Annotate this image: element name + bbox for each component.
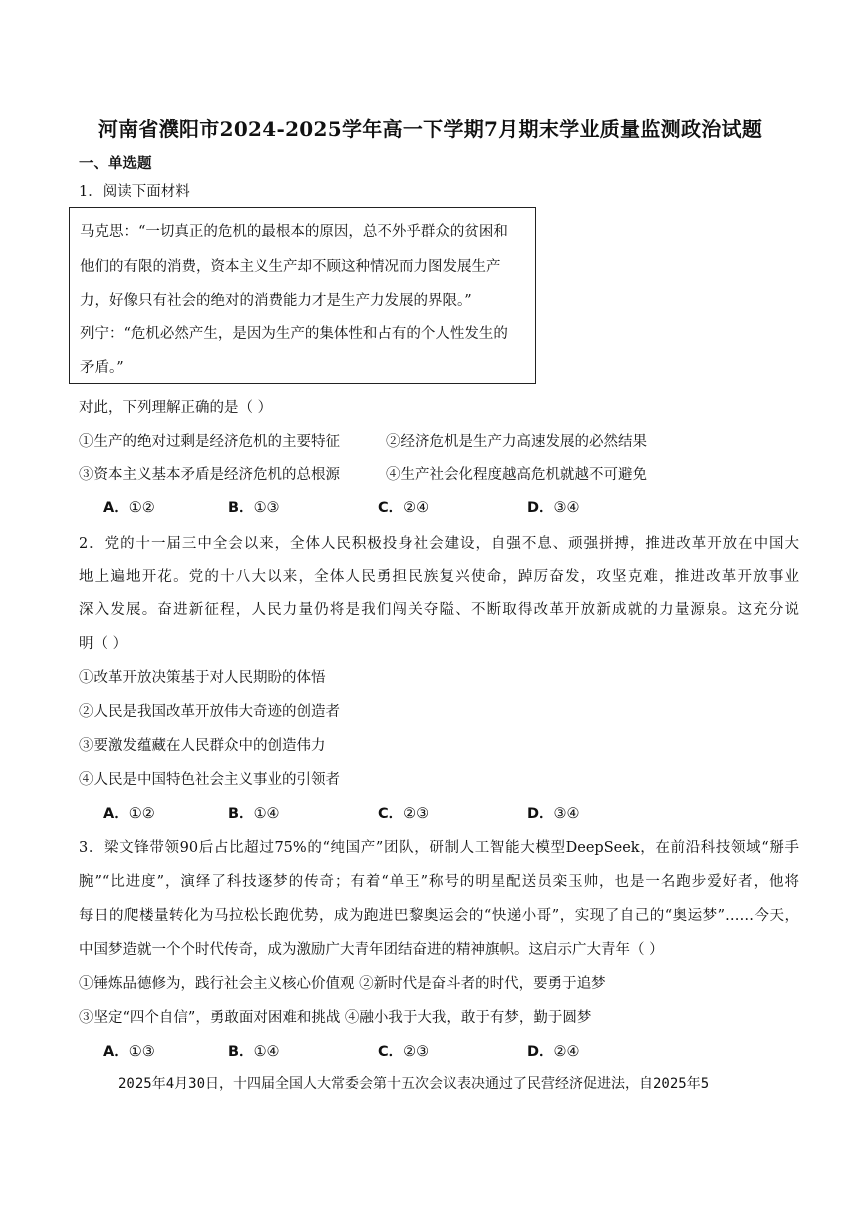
q4-intro-line: 2025年4月30日，十四届全国人大常委会第十五次会议表决通过了民营经济促进法，自2025年5 (118, 1076, 710, 1092)
q1-stem: 1．阅读下面材料 (79, 184, 190, 200)
q1-question: 对此，下列理解正确的是（ ） (79, 400, 273, 416)
section-heading: 一、单选题 (79, 155, 152, 172)
option-b[interactable]: B．①④ (228, 806, 280, 822)
option-a[interactable]: A．①② (103, 500, 155, 516)
option-a[interactable]: A．①③ (103, 1044, 155, 1060)
q2-statement-2: ②人民是我国改革开放伟大奇迹的创造者 (79, 704, 340, 720)
q1-statement-4: ④生产社会化程度越高危机就越不可避免 (386, 467, 647, 483)
option-c[interactable]: C．②③ (378, 1044, 430, 1060)
q3-stem-line: 中国梦造就一个个时代传奇，成为激励广大青年团结奋进的精神旗帜。这启示广大青年（ ） (79, 942, 664, 958)
q1-statement-2: ②经济危机是生产力高速发展的必然结果 (386, 434, 647, 450)
option-b[interactable]: B．①④ (228, 1044, 280, 1060)
q2-stem-line: 2．党的十一届三中全会以来，全体人民积极投身社会建设，自强不息、顽强拼搏，推进改革开放在中国大 (79, 536, 799, 552)
q3-stem-line: 腕”“比进度”，演绎了科技逐梦的传奇；有着“单王”称号的明星配送员栾玉帅，也是一名跑步爱好者，他将 (79, 874, 799, 890)
q2-stem-line: 地上遍地开花。党的十八大以来，全体人民勇担民族复兴使命，踔厉奋发，攻坚克难，推进改革开放事业 (79, 569, 799, 585)
q2-stem-line: 明（ ） (79, 636, 128, 652)
option-c[interactable]: C．②④ (378, 500, 430, 516)
q3-stem-line: 每日的爬楼量转化为马拉松长跑优势，成为跑进巴黎奥运会的“快递小哥”，实现了自己的“奥运梦”……今天， (79, 908, 799, 924)
option-c[interactable]: C．②③ (378, 806, 430, 822)
q1-material-line: 矛盾。” (80, 360, 124, 376)
option-d[interactable]: D．③④ (527, 500, 580, 516)
q2-statement-3: ③要激发蕴藏在人民群众中的创造伟力 (79, 738, 326, 754)
q3-statements-row: ③坚定“四个自信”，勇敢面对困难和挑战 ④融小我于大我，敢于有梦，勤于圆梦 (79, 1010, 592, 1026)
option-d[interactable]: D．②④ (527, 1044, 580, 1060)
option-a[interactable]: A．①② (103, 806, 155, 822)
q2-statement-1: ①改革开放决策基于对人民期盼的体悟 (79, 670, 326, 686)
q1-statement-1: ①生产的绝对过剩是经济危机的主要特征 (79, 434, 340, 450)
q2-statement-4: ④人民是中国特色社会主义事业的引领者 (79, 772, 340, 788)
q2-stem-line: 深入发展。奋进新征程，人民力量仍将是我们闯关夺隘、不断取得改革开放新成就的力量源泉。这充分说 (79, 602, 799, 618)
q1-statement-3: ③资本主义基本矛盾是经济危机的总根源 (79, 467, 340, 483)
option-d[interactable]: D．③④ (527, 806, 580, 822)
q1-material-box (69, 207, 536, 384)
q1-material-line: 他们的有限的消费，资本主义生产却不顾这种情况而力图发展生产 (80, 259, 501, 275)
q1-material-line: 列宁：“危机必然产生，是因为生产的集体性和占有的个人性发生的 (80, 326, 508, 342)
q1-material-line: 马克思：“一切真正的危机的最根本的原因，总不外乎群众的贫困和 (80, 224, 508, 240)
q3-statements-row: ①锤炼品德修为，践行社会主义核心价值观 ②新时代是奋斗者的时代，要勇于追梦 (79, 976, 606, 992)
option-b[interactable]: B．①③ (228, 500, 280, 516)
q3-stem-line: 3．梁文锋带领90后占比超过75%的“纯国产”团队，研制人工智能大模型DeepSeek，在前沿科技领域“掰手 (79, 840, 799, 856)
page-title: 河南省濮阳市2024-2025学年高一下学期7月期末学业质量监测政治试题 (97, 117, 763, 141)
q1-material-line: 力，好像只有社会的绝对的消费能力才是生产力发展的界限。” (80, 293, 472, 309)
